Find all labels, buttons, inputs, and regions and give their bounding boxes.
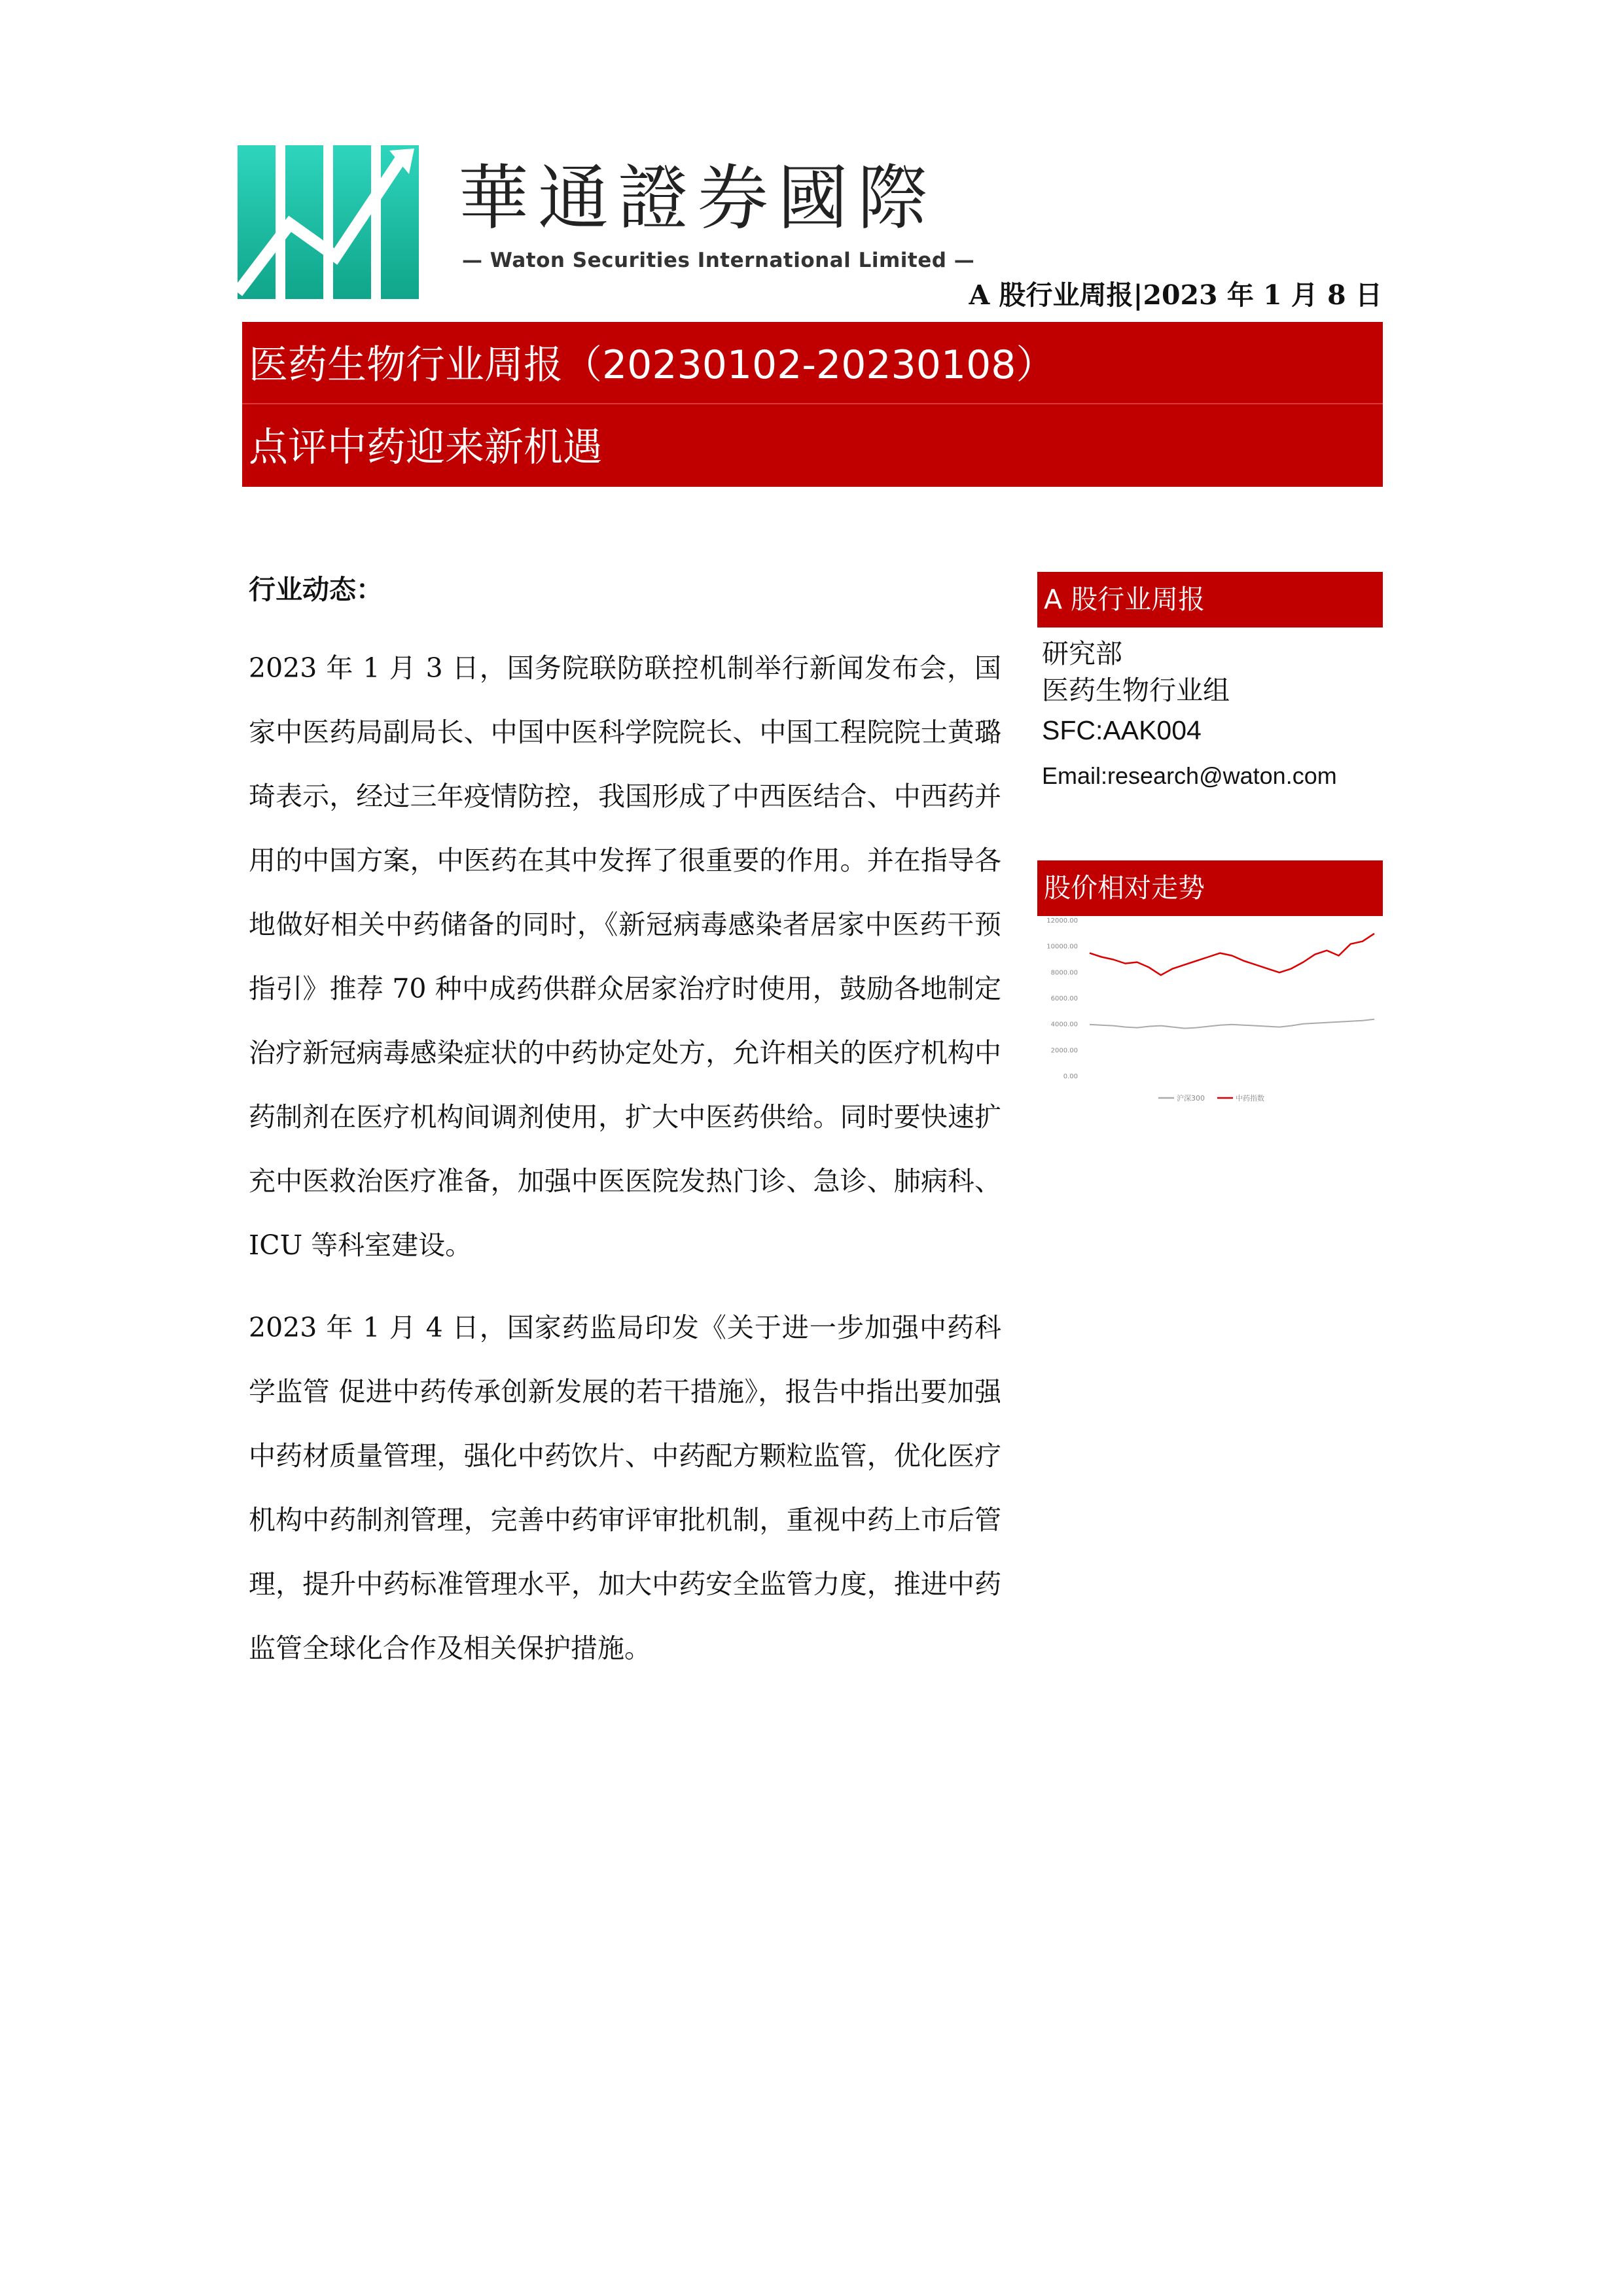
- report-type-date: A 股行业周报|2023 年 1 月 8 日: [969, 279, 1382, 311]
- legend-label: 中药指数: [1236, 1094, 1264, 1103]
- y-tick-label: 12000.00: [1046, 917, 1078, 925]
- report-subtitle: 点评中药迎来新机遇: [249, 425, 602, 470]
- body-paragraph: 2023 年 1 月 3 日，国务院联防联控机制举行新闻发布会，国家中医药局副局长、中国中医科学院院长、中国工程院院士黄璐琦表示，经过三年疫情防控，我国形成了中西医结合、中西药并用的中国方案，中医药在其中发挥了很重要的作用。并在指导各地做好相关中药储备的同时，《新冠病毒感染者居家中医药干预指引》推荐 70 种中成药供群众居家治疗时使用，鼓励各地制定治疗新冠病毒感染症状的中药协定处方，允许相关的医疗机构中药制剂在医疗机构间调剂使用，扩大中医药供给。同时要快速扩充中医救治医疗准备，加强中医医院发热门诊、急诊、肺病科、ICU 等科室建设。: [249, 652, 1001, 1261]
- y-tick-label: 0.00: [1063, 1073, 1078, 1080]
- y-tick-label: 8000.00: [1050, 969, 1078, 977]
- sidebar-report-type: A 股行业周报: [1037, 572, 1383, 627]
- price-trend-chart: [1037, 913, 1383, 1109]
- sidebar-sfc: SFC:AAK004: [1042, 715, 1202, 745]
- series-line-1: [1090, 1019, 1374, 1029]
- title-divider: [242, 403, 1383, 404]
- report-title: 医药生物行业周报（20230102-20230108）: [249, 342, 1056, 388]
- brand-name-en: — Waton Securities International Limited —: [462, 249, 975, 272]
- brand-name-cn: 華通證券國際: [458, 158, 938, 239]
- y-tick-label: 10000.00: [1046, 943, 1078, 951]
- y-tick-label: 6000.00: [1050, 995, 1078, 1002]
- logo-icon: [238, 145, 419, 299]
- y-tick-label: 2000.00: [1050, 1047, 1078, 1055]
- sidebar-email: Email:research@waton.com: [1042, 762, 1337, 789]
- sidebar-dept: 研究部: [1042, 638, 1122, 669]
- section-heading: 行业动态：: [249, 574, 383, 605]
- series-line-2: [1090, 934, 1374, 976]
- chart-title: 股价相对走势: [1037, 860, 1383, 916]
- y-tick-label: 4000.00: [1050, 1021, 1078, 1029]
- legend-label: 沪深300: [1177, 1094, 1205, 1103]
- sidebar-group: 医药生物行业组: [1042, 675, 1230, 706]
- body-paragraph: 2023 年 1 月 4 日，国家药监局印发《关于进一步加强中药科学监管 促进中药传承创新发展的若干措施》，报告中指出要加强中药材质量管理，强化中药饮片、中药配方颗粒监管，优化医疗机构中药制剂管理，完善中药审评审批机制，重视中药上市后管理，提升中药标准管理水平，加大中药安全监管力度，推进中药监管全球化合作及相关保护措施。: [249, 1312, 1001, 1664]
